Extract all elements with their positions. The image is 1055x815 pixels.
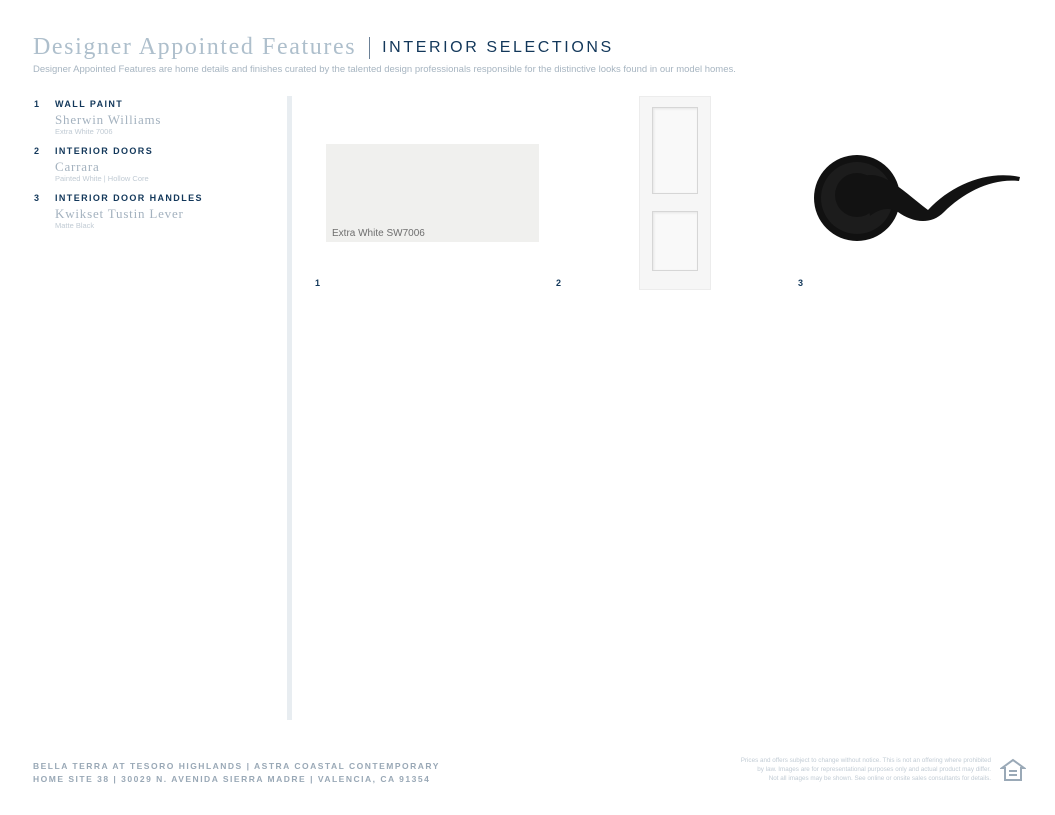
- footer-disclaimer: [651, 756, 991, 783]
- title-divider: [369, 37, 370, 59]
- feature-head: [34, 193, 279, 203]
- feature-head: [34, 146, 279, 156]
- disclaimer-line: Not all images may be shown. See online or onsite sales consultants for details.: [768, 775, 991, 782]
- vertical-divider: [287, 96, 292, 720]
- feature-number: 1: [34, 99, 40, 109]
- feature-list: [34, 99, 279, 240]
- tagline: Designer Appointed Features are home details and finishes curated by the talented design professionals responsible for the distinctive looks found in our model homes.: [33, 64, 736, 75]
- feature-detail: Matte Black: [55, 221, 95, 230]
- door-lower-panel: [652, 211, 698, 271]
- paint-swatch: [326, 144, 539, 242]
- page-title: Designer Appointed Features: [33, 34, 357, 60]
- disclaimer-line: Prices and offers subject to change without notice. This is not an offering where prohibited: [740, 757, 991, 764]
- door-upper-panel: [652, 107, 698, 194]
- feature-label: WALL PAINT: [55, 99, 124, 109]
- feature-item-interior-doors: [34, 146, 279, 184]
- feature-value: Sherwin Williams: [55, 112, 162, 127]
- disclaimer-line: by law. Images are for representational purposes only and actual product may differ.: [757, 766, 991, 773]
- feature-detail: Extra White 7006: [55, 127, 113, 136]
- feature-label: INTERIOR DOORS: [55, 146, 154, 156]
- footer-address: [33, 760, 440, 786]
- swatch-label: Extra White SW7006: [332, 228, 425, 239]
- page-header: [33, 34, 1033, 75]
- image-number-2: 2: [556, 278, 562, 288]
- feature-value: Carrara: [55, 159, 100, 174]
- door-handle-icon: [812, 150, 1024, 246]
- door-image: [639, 96, 711, 290]
- feature-item-door-handles: [34, 193, 279, 231]
- feature-detail: Painted White | Hollow Core: [55, 174, 149, 183]
- footer-homesite: HOME SITE 38 | 30029 N. AVENIDA SIERRA MADRE | VALENCIA, CA 91354: [33, 774, 431, 784]
- equal-housing-icon: [1000, 758, 1026, 782]
- feature-number: 3: [34, 193, 40, 203]
- feature-head: [34, 99, 279, 109]
- feature-value: Kwikset Tustin Lever: [55, 206, 184, 221]
- feature-item-wall-paint: [34, 99, 279, 137]
- image-number-1: 1: [315, 278, 321, 288]
- title-row: [33, 34, 1033, 61]
- image-number-3: 3: [798, 278, 804, 288]
- feature-number: 2: [34, 146, 40, 156]
- footer-community: BELLA TERRA AT TESORO HIGHLANDS | ASTRA COASTAL CONTEMPORARY: [33, 761, 440, 771]
- feature-label: INTERIOR DOOR HANDLES: [55, 193, 203, 203]
- page-subtitle: INTERIOR SELECTIONS: [382, 38, 614, 56]
